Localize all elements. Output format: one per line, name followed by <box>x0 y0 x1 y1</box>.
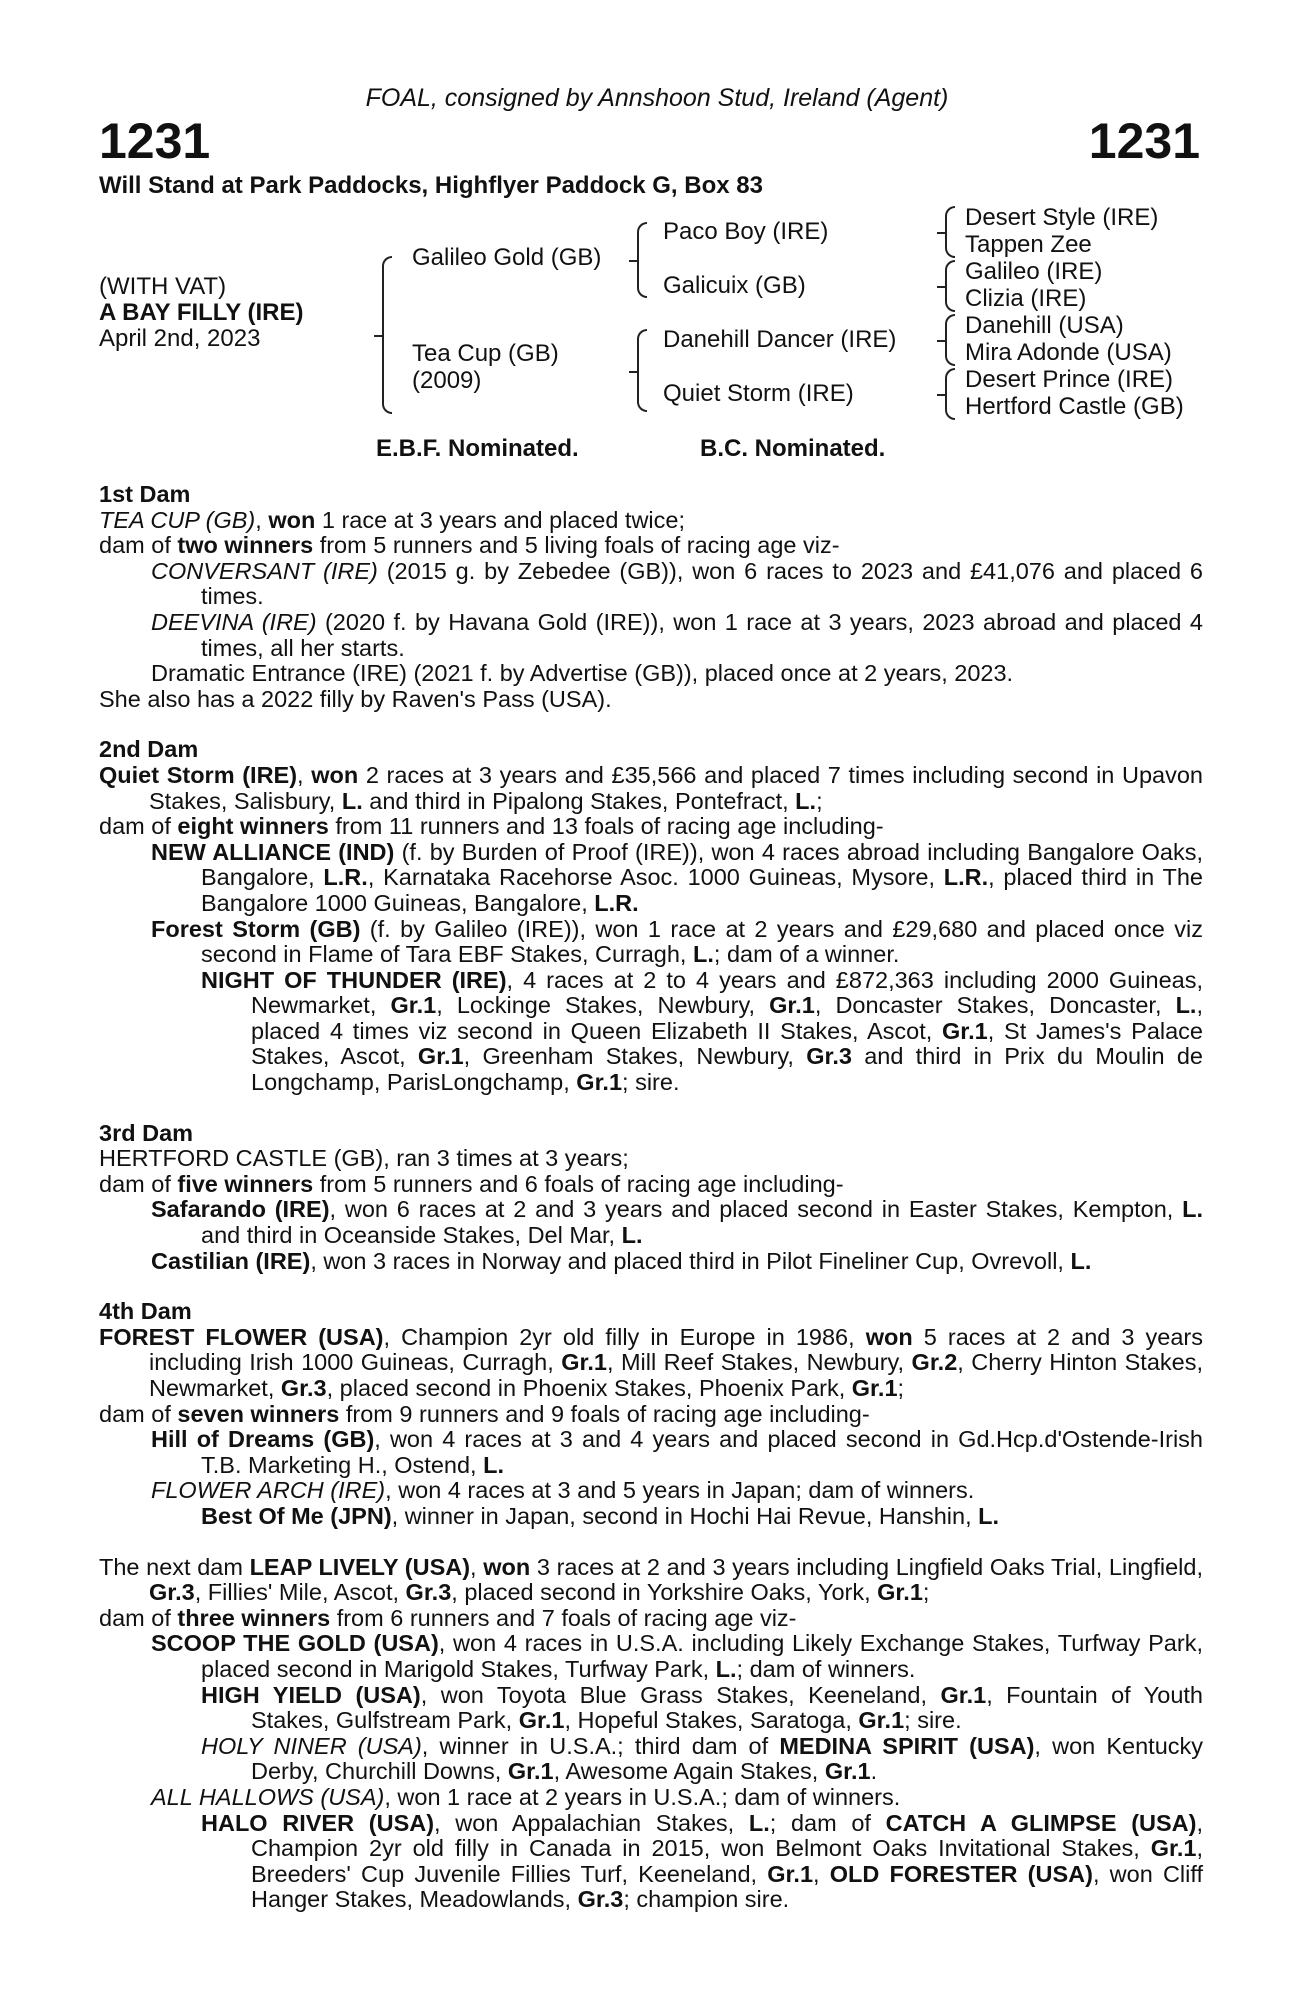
offspring-forest-storm: Forest Storm (GB) (f. by Galileo (IRE)), won 1 race at 2 years and £29,680 and placed once viz second in Flame of Tara EBF Stakes, Curragh, L.; dam of a winner. <box>151 915 1203 968</box>
foaling-date: April 2nd, 2023 <box>99 325 261 352</box>
brace-ds <box>945 314 955 366</box>
fourth-dam-heading: 4th Dam <box>99 1298 192 1325</box>
brace-sd <box>945 260 955 312</box>
dsd: Mira Adonde (USA) <box>965 339 1172 366</box>
lot-number-left: 1231 <box>99 113 211 169</box>
dds: Desert Prince (IRE) <box>965 366 1174 393</box>
next-dam-section <box>99 1555 1203 1913</box>
sire-name: Galileo Gold (GB) <box>412 244 602 271</box>
third-dam-section <box>99 1121 1203 1275</box>
brace-sire <box>637 222 647 298</box>
offspring-scoop-the-gold: SCOOP THE GOLD (USA), won 4 races in U.S.A. including Likely Exchange Stakes, Turfway Park, placed second in Marigold Stakes, Turfway Park, L.; dam of winners. <box>151 1630 1203 1682</box>
consignment-line: FOAL, consigned by Annshoon Stud, Ireland (Agent) <box>365 84 949 112</box>
second-dam-produce: dam of eight winners from 11 runners and 13 foals of racing age including- <box>99 813 884 840</box>
brace-gen1 <box>382 256 392 414</box>
first-dam-note: She also has a 2022 filly by Raven's Pass (USA). <box>99 685 612 712</box>
first-dam-heading: 1st Dam <box>99 481 191 507</box>
ebf-nominated: E.B.F. Nominated. <box>376 435 579 462</box>
offspring-high-yield: HIGH YIELD (USA), won Toyota Blue Grass Stakes, Keeneland, Gr.1, Fountain of Youth Stakes, Gulfstream Park, Gr.1, Hopeful Stakes, Saratoga, Gr.1; sire. <box>201 1681 1203 1734</box>
third-dam-produce: dam of five winners from 5 runners and 6 foals of racing age including- <box>99 1170 844 1197</box>
sire-sire: Paco Boy (IRE) <box>663 218 829 245</box>
offspring-new-alliance: NEW ALLIANCE (IND) (f. by Burden of Proof (IRE)), won 4 races abroad including Bangalore Oaks, Bangalore, L.R., Karnataka Racehorse Asoc. 1000 Guineas, Mysore, L.R., placed third in The Bangalore 1000 Guineas, Bangalore, L.R. <box>151 838 1203 916</box>
offspring-deevina: DEEVINA (IRE) (2020 f. by Havana Gold (IRE)), won 1 race at 3 years, 2023 abroad and placed 4 times, all her starts. <box>151 608 1203 661</box>
offspring-all-hallows: ALL HALLOWS (USA), won 1 race at 2 years in U.S.A.; dam of winners. <box>151 1783 901 1810</box>
ddd: Hertford Castle (GB) <box>965 393 1184 420</box>
dam-name: Tea Cup (GB) <box>412 340 559 367</box>
second-dam-section <box>99 737 1203 1095</box>
first-dam-produce: dam of two winners from 5 runners and 5 living foals of racing age viz- <box>99 532 840 559</box>
offspring-conversant: CONVERSANT (IRE) (2015 g. by Zebedee (GB)), won 6 races to 2023 and £41,076 and placed 6 times. <box>151 557 1203 610</box>
next-dam-produce: dam of three winners from 6 runners and 7 foals of racing age viz- <box>99 1604 797 1631</box>
offspring-castilian: Castilian (IRE), won 3 races in Norway and placed third in Pilot Fineliner Cup, Ovrevoll, L. <box>151 1247 1092 1274</box>
first-dam-line: TEA CUP (GB), won 1 race at 3 years and placed twice; <box>99 506 685 533</box>
first-dam-section <box>99 482 1203 712</box>
dam-year: (2009) <box>412 367 482 394</box>
offspring-safarando: Safarando (IRE), won 6 races at 2 and 3 years and placed second in Easter Stakes, Kempton, L. and third in Oceanside Stakes, Del Mar, L. <box>151 1196 1203 1249</box>
vat-note: (WITH VAT) <box>99 273 227 300</box>
second-dam-heading: 2nd Dam <box>99 736 199 763</box>
sss: Desert Style (IRE) <box>965 204 1159 231</box>
fourth-dam-section <box>99 1299 1203 1529</box>
third-dam-heading: 3rd Dam <box>99 1119 194 1146</box>
offspring-hill-of-dreams: Hill of Dreams (GB), won 4 races at 3 and 4 years and placed second in Gd.Hcp.d'Ostende-Irish T.B. Marketing H., Ostend, L. <box>151 1426 1203 1478</box>
offspring-dramatic-entrance: Dramatic Entrance (IRE) (2021 f. by Advertise (GB)), placed once at 2 years, 2023. <box>151 660 1014 687</box>
ssd: Tappen Zee <box>965 231 1092 258</box>
fourth-dam-produce: dam of seven winners from 9 runners and 9 foals of racing age including- <box>99 1400 870 1427</box>
offspring-flower-arch: FLOWER ARCH (IRE), won 4 races at 3 and 5 years in Japan; dam of winners. <box>151 1477 975 1504</box>
dam-dam: Quiet Storm (IRE) <box>663 380 854 407</box>
offspring-halo-river: HALO RIVER (USA), won Appalachian Stakes, L.; dam of CATCH A GLIMPSE (USA), Champion 2yr old filly in Canada in 2015, won Belmont Oaks Invitational Stakes, Gr.1, Breeders' Cup Juvenile Fillies Turf, Keeneland, Gr.1, OLD FORESTER (USA), won Cliff Hanger Stakes, Meadowlands, Gr.3; champion sire. <box>201 1809 1203 1913</box>
sds: Galileo (IRE) <box>965 258 1103 285</box>
second-dam-line: Quiet Storm (IRE), won 2 races at 3 years and £35,566 and placed 7 times including second in Upavon Stakes, Salisbury, L. and third in Pipalong Stakes, Pontefract, L.; <box>99 761 1204 814</box>
offspring-best-of-me: Best Of Me (JPN), winner in Japan, second in Hochi Hai Revue, Hanshin, L. <box>201 1502 1000 1529</box>
horse-name: A BAY FILLY (IRE) <box>99 299 304 326</box>
stand-location: Will Stand at Park Paddocks, Highflyer Paddock G, Box 83 <box>99 172 763 199</box>
next-dam-line: The next dam LEAP LIVELY (USA), won 3 races at 2 and 3 years including Lingfield Oaks Trial, Lingfield, Gr.3, Fillies' Mile, Ascot, Gr.3, placed second in Yorkshire Oaks, York, Gr.1; <box>99 1553 1203 1606</box>
dss: Danehill (USA) <box>965 312 1124 339</box>
dam-sire: Danehill Dancer (IRE) <box>663 326 897 353</box>
offspring-night-of-thunder: NIGHT OF THUNDER (IRE), 4 races at 2 to 4 years and £872,363 including 2000 Guineas, Newmarket, Gr.1, Lockinge Stakes, Newbury, Gr.1, Doncaster Stakes, Doncaster, L., placed 4 times viz second in Queen Elizabeth II Stakes, Ascot, Gr.1, St James's Palace Stakes, Ascot, Gr.1, Greenham Stakes, Newbury, Gr.3 and third in Prix du Moulin de Longchamp, ParisLongchamp, Gr.1; sire. <box>201 966 1203 1096</box>
brace-dam <box>637 329 647 412</box>
lot-number-right: 1231 <box>1088 113 1200 169</box>
bc-nominated: B.C. Nominated. <box>700 435 886 462</box>
catalogue-body <box>99 482 1203 1913</box>
brace-ss <box>945 206 955 258</box>
sire-dam: Galicuix (GB) <box>663 272 806 299</box>
fourth-dam-line: FOREST FLOWER (USA), Champion 2yr old filly in Europe in 1986, won 5 races at 2 and 3 years including Irish 1000 Guineas, Curragh, Gr.1, Mill Reef Stakes, Newbury, Gr.2, Cherry Hinton Stakes, Newmarket, Gr.3, placed second in Phoenix Stakes, Phoenix Park, Gr.1; <box>99 1323 1203 1401</box>
offspring-holy-niner: HOLY NINER (USA), winner in U.S.A.; third dam of MEDINA SPIRIT (USA), won Kentucky Derby, Churchill Downs, Gr.1, Awesome Again Stakes, Gr.1. <box>201 1732 1204 1785</box>
brace-dd <box>945 368 955 420</box>
sdd: Clizia (IRE) <box>965 285 1087 312</box>
third-dam-line: HERTFORD CASTLE (GB), ran 3 times at 3 years; <box>99 1145 629 1172</box>
